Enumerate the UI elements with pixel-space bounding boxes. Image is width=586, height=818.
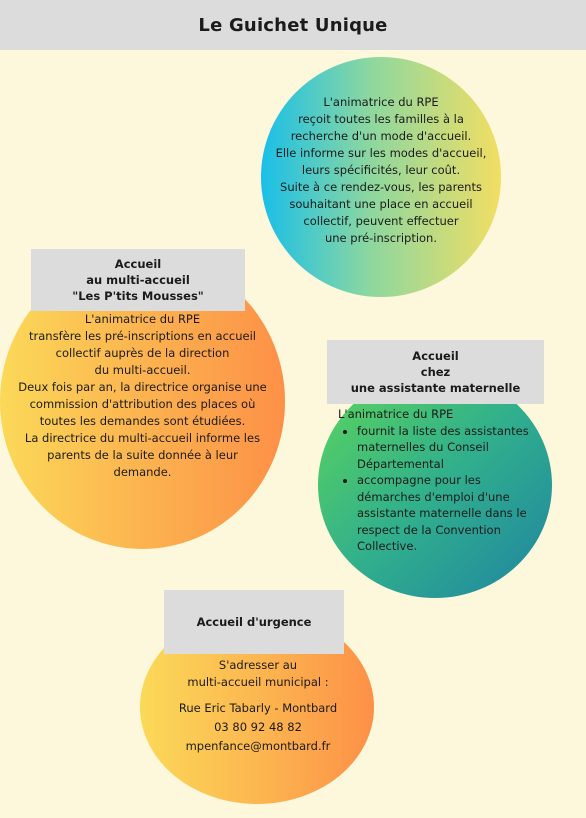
multi-line: toutes les demandes sont étudiées.: [39, 414, 246, 428]
email-address: mpenfance@montbard.fr: [185, 739, 331, 753]
multi-accueil-text: [0, 311, 285, 481]
rpe-line: collectif, peuvent effectuer: [303, 214, 459, 228]
multi-line: transfère les pré-inscriptions en accueil: [29, 329, 256, 343]
page-title: Le Guichet Unique: [198, 14, 388, 36]
heading-line: Accueil d'urgence: [196, 615, 312, 629]
rpe-text: [258, 94, 504, 247]
multi-line: commission d'attribution des places où: [29, 397, 256, 411]
page-header: [0, 0, 586, 50]
assistante-bullet-list: [338, 423, 538, 555]
heading-line: Accueil: [412, 349, 459, 363]
list-item: • accompagne pour les démarches d'emploi d'une assistante maternelle dans le respect de la Convention Collective.: [357, 472, 538, 555]
rpe-line: leurs spécificités, leur coût.: [301, 163, 461, 177]
heading-line: au multi-accueil: [86, 273, 190, 287]
address: Rue Eric Tabarly - Montbard: [178, 701, 338, 715]
rpe-line: Elle informe sur les modes d'accueil,: [275, 146, 487, 160]
multi-line: demande.: [113, 465, 172, 479]
rpe-line: Suite à ce rendez-vous, les parents: [280, 180, 482, 194]
heading-line: Accueil: [114, 257, 162, 271]
multi-line: collectif auprès de la direction: [55, 346, 230, 360]
multi-line: parents de la suite donnée à leur: [47, 448, 238, 462]
urgence-contact: [150, 699, 366, 756]
multi-line: La directrice du multi-accueil informe les: [24, 431, 261, 445]
list-item: • fournit la liste des assistantes maternelles du Conseil Départemental: [357, 423, 538, 473]
phone-number: 03 80 92 48 82: [214, 720, 302, 734]
heading-line: chez: [420, 365, 451, 379]
assistante-heading: [327, 340, 544, 404]
multi-accueil-heading: [31, 249, 245, 311]
multi-line: Deux fois par an, la directrice organise une: [18, 380, 267, 394]
rpe-line: recherche d'un mode d'accueil.: [290, 129, 472, 143]
heading-line: une assistante maternelle: [350, 381, 521, 395]
rpe-line: une pré-inscription.: [324, 231, 437, 245]
rpe-line: reçoit toutes les familles à la: [298, 112, 464, 126]
rpe-line: souhaitant une place en accueil: [289, 197, 473, 211]
rpe-line: L'animatrice du RPE: [323, 95, 439, 109]
assistante-intro: L'animatrice du RPE: [338, 407, 454, 421]
assistante-text: [338, 406, 538, 555]
urgence-heading: [164, 590, 344, 654]
urgence-text: [150, 657, 366, 756]
multi-line: du multi-accueil.: [94, 363, 191, 377]
multi-line: L'animatrice du RPE: [84, 312, 201, 326]
heading-line: "Les P'tits Mousses": [72, 289, 204, 303]
urgence-line: multi-accueil municipal :: [187, 675, 329, 689]
urgence-line: S'adresser au: [218, 658, 298, 672]
